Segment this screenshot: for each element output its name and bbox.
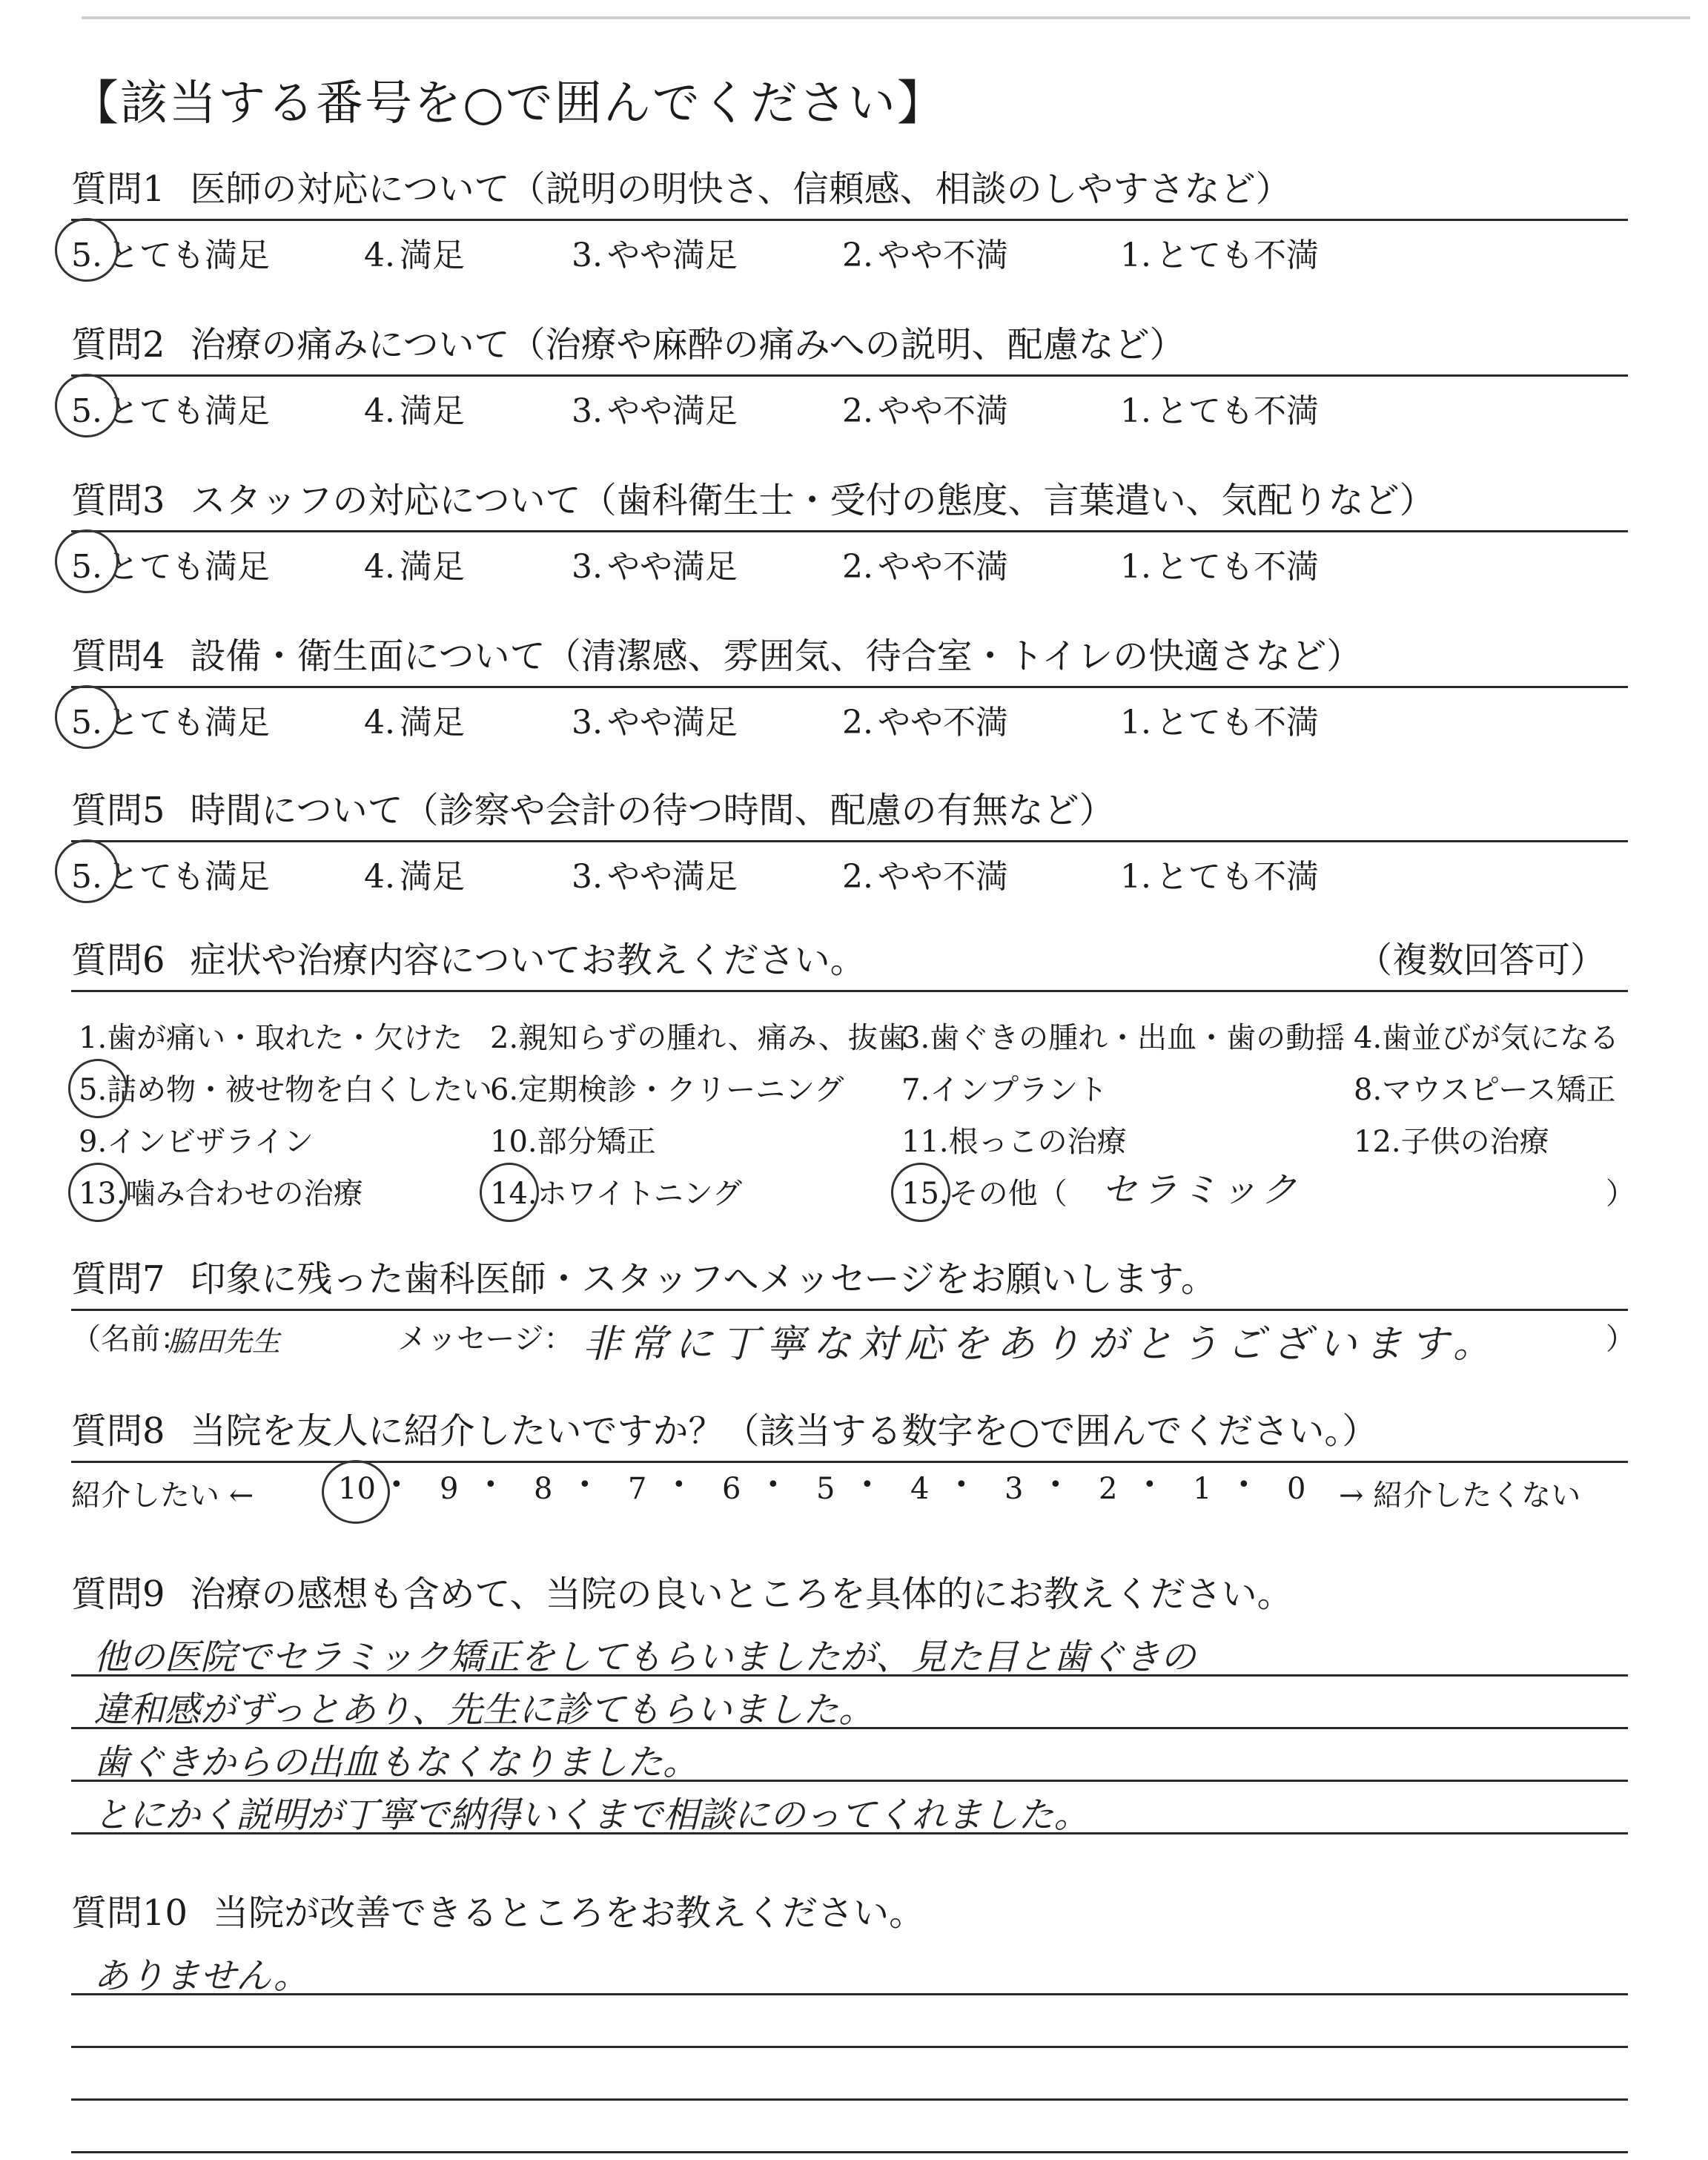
rating-options — [71, 377, 1628, 430]
handwritten-answer: 歯ぐきからの出血もなくなりました。 — [93, 1742, 699, 1783]
question-number: 質問9 — [71, 1573, 165, 1615]
option-label: 満足 — [399, 704, 465, 742]
question-header — [71, 471, 1628, 530]
option-label: やや不満 — [877, 704, 1008, 742]
scale-separator-dot: • — [672, 1472, 686, 1498]
scale-value-7[interactable]: 7 — [628, 1472, 647, 1506]
question-text: 当院を友人に紹介したいですか？（該当する数字を○で囲んでください。） — [190, 1410, 1378, 1452]
rating-option-3[interactable] — [572, 540, 738, 587]
rating-option-2[interactable] — [842, 384, 1008, 432]
option-label: 部分矯正 — [537, 1125, 656, 1159]
question-3 — [71, 471, 1628, 586]
option-label: とても不満 — [1155, 704, 1319, 742]
option-number: 6. — [490, 1073, 519, 1107]
scale-value-10[interactable]: 10 — [338, 1472, 376, 1506]
option-number: 5. — [71, 392, 102, 430]
handwritten-answer: とにかく説明が丁寧で納得いくまで相談にのってくれました。 — [93, 1794, 1090, 1836]
rating-option-2[interactable] — [842, 540, 1008, 587]
rating-option-3[interactable] — [572, 384, 738, 432]
question-7 — [71, 1249, 1635, 1367]
rating-option-5[interactable] — [71, 384, 270, 432]
option-number: 3. — [572, 858, 603, 896]
option-number: 7. — [901, 1073, 930, 1107]
option-number: 3. — [572, 704, 603, 742]
rating-option-4[interactable] — [364, 540, 465, 587]
option-number: 5. — [71, 704, 102, 742]
treatment-option-15[interactable] — [901, 1170, 1068, 1212]
option-label: 詰め物・被せ物を白くしたい — [107, 1073, 493, 1107]
option-number: 1. — [1120, 548, 1151, 586]
answer-line-3[interactable] — [71, 2048, 1628, 2098]
option-number: 14. — [490, 1177, 537, 1211]
option-label: 歯が痛い・取れた・欠けた — [107, 1021, 463, 1055]
option-number: 1. — [1120, 858, 1151, 896]
answer-line-2[interactable] — [71, 1995, 1628, 2046]
treatment-options — [71, 992, 1635, 1215]
treatment-option-7[interactable] — [901, 1066, 1108, 1109]
option-number: 10. — [490, 1125, 537, 1159]
handwritten-answer: ありません。 — [93, 1955, 309, 1997]
option-label: やや不満 — [877, 392, 1008, 430]
option-number: 2. — [842, 548, 873, 586]
option-label: やや不満 — [877, 858, 1008, 896]
question-text: スタッフの対応について（歯科衛生士・受付の態度、言葉遣い、気配りなど） — [190, 480, 1435, 521]
option-label: 歯ぐきの腫れ・出血・歯の動揺 — [930, 1021, 1345, 1055]
treatment-option-2[interactable] — [490, 1014, 907, 1057]
rating-option-4[interactable] — [364, 850, 465, 897]
option-label: インビザライン — [107, 1125, 314, 1159]
option-number: 13. — [79, 1177, 126, 1211]
question-text: 治療の感想も含めて、当院の良いところを具体的にお教えください。 — [190, 1573, 1293, 1615]
question-number: 質問8 — [71, 1410, 165, 1452]
question-8 — [71, 1401, 1628, 1515]
answer-line-1[interactable] — [71, 1624, 1628, 1678]
scale-value-1[interactable]: 1 — [1193, 1472, 1212, 1506]
option-label: 定期検診・クリーニング — [518, 1073, 844, 1107]
treatment-option-6[interactable] — [490, 1066, 844, 1109]
answer-rule — [71, 2151, 1628, 2153]
question-number: 質問6 — [71, 939, 165, 981]
option-number: 4. — [364, 392, 395, 430]
option-number: 2. — [842, 392, 873, 430]
scale-value-9[interactable]: 9 — [440, 1472, 459, 1506]
option-label: 満足 — [399, 548, 465, 586]
option-label: 満足 — [399, 237, 465, 274]
answer-line-1[interactable] — [71, 1943, 1628, 1997]
option-label: とても不満 — [1155, 858, 1319, 896]
option-label: やや満足 — [606, 548, 738, 586]
option-label: 噛み合わせの治療 — [125, 1177, 363, 1211]
message-handwritten[interactable]: 非常に丁寧な対応をありがとうございます。 — [583, 1322, 1499, 1367]
treatment-option-11[interactable] — [901, 1118, 1127, 1160]
question-header — [71, 627, 1628, 686]
option-number: 2. — [490, 1021, 519, 1055]
treatment-option-4[interactable] — [1354, 1014, 1619, 1057]
treatment-option-5[interactable] — [79, 1066, 492, 1109]
answer-line-4[interactable] — [71, 1782, 1628, 1836]
rating-option-4[interactable] — [364, 696, 465, 743]
answer-lines — [71, 1943, 1628, 2153]
option-label: とても不満 — [1155, 548, 1319, 586]
treatment-option-8[interactable] — [1354, 1066, 1615, 1109]
option-label: 親知らずの腫れ、痛み、抜歯 — [518, 1021, 907, 1055]
option-label: やや満足 — [606, 392, 738, 430]
handwritten-answer: 他の医院でセラミック矯正をしてもらいましたが、見た目と歯ぐきの — [93, 1636, 1196, 1678]
treatment-option-14[interactable] — [490, 1170, 742, 1212]
option-label: 満足 — [399, 392, 465, 430]
option-label: とても満足 — [106, 704, 270, 742]
scale-separator-dot: • — [484, 1472, 497, 1498]
recommend-left-label: 紹介したい ← — [71, 1479, 254, 1513]
rating-options — [71, 688, 1628, 742]
scale-value-3[interactable]: 3 — [1004, 1472, 1024, 1506]
treatment-option-13[interactable] — [79, 1170, 363, 1212]
rating-option-5[interactable] — [71, 696, 270, 743]
question-5 — [71, 781, 1628, 896]
name-handwritten[interactable]: 脇田先生 — [168, 1325, 281, 1358]
option-number: 4. — [364, 858, 395, 896]
message-close-paren: ） — [1606, 1322, 1635, 1356]
page-title: 【該当する番号を○で囲んでください】 — [71, 76, 946, 131]
question-text: 印象に残った歯科医師・スタッフへメッセージをお願いします。 — [190, 1258, 1217, 1300]
rating-option-5[interactable] — [71, 850, 270, 897]
scale-value-8[interactable]: 8 — [534, 1472, 553, 1506]
option-number: 5. — [71, 858, 102, 896]
question-number: 質問5 — [71, 790, 165, 831]
option-label: インプラント — [930, 1073, 1108, 1107]
option-number: 9. — [79, 1125, 107, 1159]
option-number: 1. — [1120, 392, 1151, 430]
option-label: 根っこの治療 — [948, 1125, 1127, 1159]
scale-value-6[interactable]: 6 — [722, 1472, 741, 1506]
rating-option-2[interactable] — [842, 850, 1008, 897]
option-label: とても満足 — [106, 548, 270, 586]
question-text: 症状や治療内容についてお教えください。 — [190, 939, 866, 981]
question-1 — [71, 159, 1628, 274]
option-label: とても満足 — [106, 392, 270, 430]
option-number: 2. — [842, 237, 873, 274]
option-number: 2. — [842, 704, 873, 742]
scale-value-5[interactable]: 5 — [816, 1472, 835, 1506]
answer-line-4[interactable] — [71, 2101, 1628, 2151]
option-number: 2. — [842, 858, 873, 896]
scale-separator-dot: • — [390, 1472, 403, 1498]
scale-separator-dot: • — [1237, 1472, 1251, 1498]
option-number: 3. — [572, 548, 603, 586]
rating-option-1[interactable] — [1120, 696, 1319, 743]
treatment-option-10[interactable] — [490, 1118, 656, 1160]
question-text: 医師の対応について（説明の明快さ、信頼感、相談のしやすさなど） — [190, 168, 1291, 210]
option-label: とても満足 — [106, 237, 270, 274]
scale-value-0[interactable]: 0 — [1287, 1472, 1306, 1506]
option-number: 4. — [364, 704, 395, 742]
option-number: 15. — [901, 1177, 949, 1211]
option-number: 8. — [1354, 1073, 1383, 1107]
option-label: やや不満 — [877, 548, 1008, 586]
option-number: 3. — [572, 237, 603, 274]
question-number: 質問10 — [71, 1892, 188, 1934]
question-header — [71, 781, 1628, 840]
option-number: 4. — [1354, 1021, 1383, 1055]
rating-option-4[interactable] — [364, 384, 465, 432]
option-label: とても不満 — [1155, 392, 1319, 430]
option-number: 11. — [901, 1125, 949, 1159]
rating-options — [71, 842, 1628, 896]
question-header — [71, 315, 1628, 374]
answer-line-2[interactable] — [71, 1677, 1628, 1731]
option-number: 5. — [71, 548, 102, 586]
option-number: 4. — [364, 548, 395, 586]
scale-value-2[interactable]: 2 — [1099, 1472, 1118, 1506]
rating-option-2[interactable] — [842, 228, 1008, 276]
option-number: 1. — [1120, 704, 1151, 742]
question-number: 質問7 — [71, 1258, 165, 1300]
question-text: 当院が改善できるところをお教えください。 — [213, 1892, 925, 1934]
option-number: 5. — [71, 237, 102, 274]
question-number: 質問4 — [71, 635, 165, 677]
scale-separator-dot: • — [1049, 1472, 1062, 1498]
rating-option-1[interactable] — [1120, 228, 1319, 276]
rating-option-5[interactable] — [71, 540, 270, 587]
scale-separator-dot: • — [861, 1472, 874, 1498]
rating-option-5[interactable] — [71, 228, 270, 276]
other-handwritten[interactable]: セラミック — [1102, 1169, 1302, 1211]
option-number: 5. — [79, 1073, 107, 1107]
recommend-right-label: → 紹介したくない — [1339, 1479, 1581, 1513]
answer-lines — [71, 1624, 1628, 1834]
rating-option-3[interactable] — [572, 850, 738, 897]
rating-option-1[interactable] — [1120, 540, 1319, 587]
top-scan-edge — [82, 16, 1690, 19]
multiple-answers-note: （複数回答可） — [1356, 939, 1606, 981]
scale-separator-dot: • — [767, 1472, 780, 1498]
rating-options — [71, 532, 1628, 586]
question-header — [71, 159, 1628, 219]
question-2 — [71, 315, 1628, 430]
question-4 — [71, 627, 1628, 742]
option-label: その他（ — [948, 1177, 1068, 1211]
question-text: 設備・衛生面について（清潔感、雰囲気、待合室・トイレの快適さなど） — [190, 635, 1363, 677]
option-label: やや満足 — [606, 704, 738, 742]
option-number: 1. — [79, 1021, 107, 1055]
option-number: 3. — [901, 1021, 930, 1055]
option-label: 満足 — [399, 858, 465, 896]
option-label: とても不満 — [1155, 237, 1319, 274]
option-number: 12. — [1354, 1125, 1401, 1159]
handwritten-answer: 違和感がずっとあり、先生に診てもらいました。 — [93, 1689, 875, 1731]
scale-separator-dot: • — [955, 1472, 968, 1498]
treatment-option-3[interactable] — [901, 1014, 1345, 1057]
option-label: ホワイトニング — [537, 1177, 743, 1211]
rating-option-3[interactable] — [572, 228, 738, 276]
other-close-paren: ） — [1606, 1177, 1635, 1211]
rating-option-4[interactable] — [364, 228, 465, 276]
treatment-option-1[interactable] — [79, 1014, 463, 1057]
option-number: 1. — [1120, 237, 1151, 274]
scale-separator-dot: • — [1143, 1472, 1156, 1498]
question-number: 質問3 — [71, 480, 165, 521]
option-number: 4. — [364, 237, 395, 274]
question-text: 治療の痛みについて（治療や麻酔の痛みへの説明、配慮など） — [190, 324, 1185, 366]
option-label: 歯並びが気になる — [1382, 1021, 1620, 1055]
option-label: マウスピース矯正 — [1382, 1073, 1616, 1107]
option-label: 子供の治療 — [1400, 1125, 1549, 1159]
question-number: 質問2 — [71, 324, 165, 366]
scale-value-4[interactable]: 4 — [910, 1472, 930, 1506]
option-label: やや不満 — [877, 237, 1008, 274]
option-label: とても満足 — [106, 858, 270, 896]
treatment-option-12[interactable] — [1354, 1118, 1549, 1160]
question-number: 質問1 — [71, 168, 165, 210]
option-label: やや満足 — [606, 237, 738, 274]
name-label: （名前： — [71, 1322, 190, 1356]
rating-option-1[interactable] — [1120, 850, 1319, 897]
scale-separator-dot: • — [578, 1472, 592, 1498]
option-number: 3. — [572, 392, 603, 430]
rating-option-1[interactable] — [1120, 384, 1319, 432]
question-text: 時間について（診察や会計の待つ時間、配慮の有無など） — [190, 790, 1115, 831]
rating-option-2[interactable] — [842, 696, 1008, 743]
treatment-option-9[interactable] — [79, 1118, 314, 1160]
answer-line-3[interactable] — [71, 1729, 1628, 1783]
question-10 — [71, 1883, 1628, 2153]
message-label: メッセージ： — [397, 1322, 574, 1356]
question-9 — [71, 1565, 1628, 1834]
rating-option-3[interactable] — [572, 696, 738, 743]
option-label: やや満足 — [606, 858, 738, 896]
rating-options — [71, 221, 1628, 274]
question-6 — [71, 931, 1635, 1215]
